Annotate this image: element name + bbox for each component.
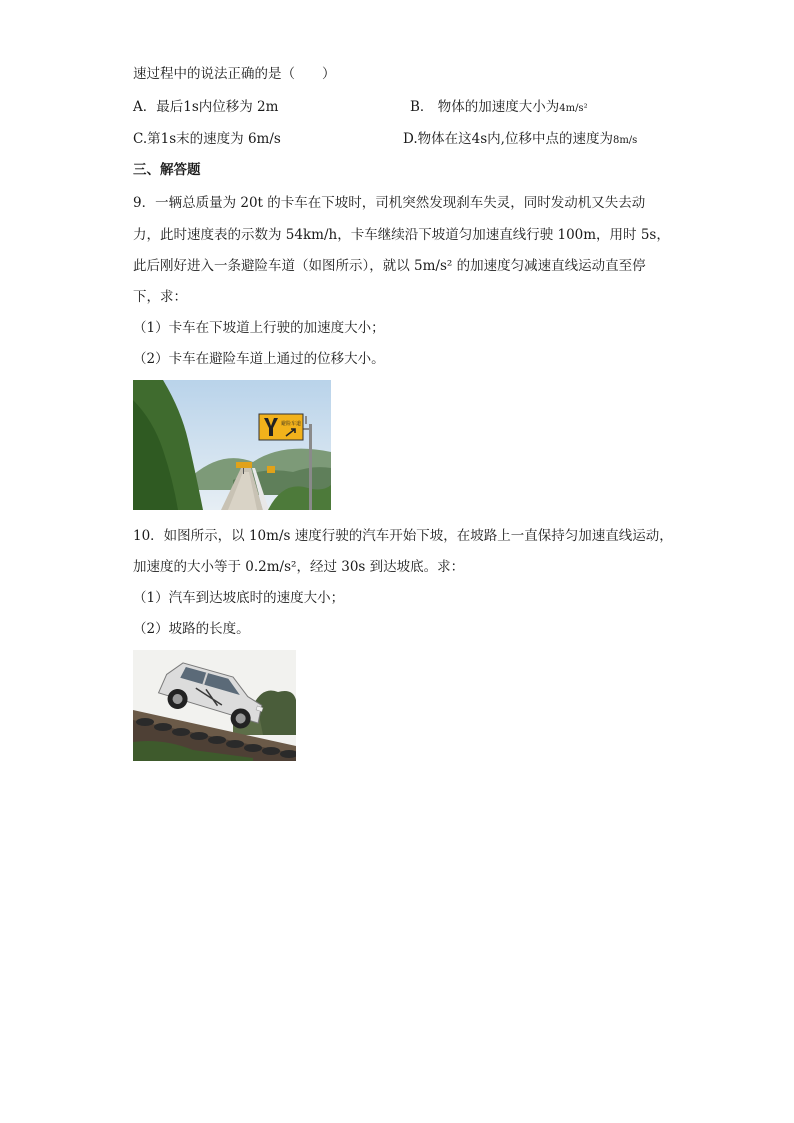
section-title: 三、解答题: [133, 162, 201, 178]
q8-option-d-value: 8m/s: [612, 135, 638, 146]
q8-option-b-text: B． 物体的加速度大小为: [410, 99, 560, 115]
suv-slope-photo: [133, 650, 296, 761]
q8-option-d: [403, 129, 637, 151]
q9-line-4: 下，求：: [133, 289, 187, 305]
q8-stem-tail: 速过程中的说法正确的是（ ）: [133, 66, 336, 82]
q8-option-c: C.第1s末的速度为 6m/s: [133, 131, 281, 147]
q9-line-3: 此后刚好进入一条避险车道（如图所示），就以 5m/s² 的加速度匀减速直线运动直至停: [133, 258, 646, 274]
q10-line-2: 加速度的大小等于 0.2m/s²，经过 30s 到达坡底。求：: [133, 559, 465, 575]
q8-option-a: A．最后1s内位移为 2m: [133, 99, 279, 115]
q8-option-d-text: D.物体在这4s内,位移中点的速度为: [403, 131, 613, 147]
q10-sub-2: （2）坡路的长度。: [133, 621, 250, 637]
q8-option-b: [410, 97, 588, 119]
q9-sub-2: （2）卡车在避险车道上通过的位移大小。: [133, 351, 385, 367]
q10-sub-1: （1）汽车到达坡底时的速度大小；: [133, 590, 345, 606]
q8-option-b-value: 4m/s²: [559, 103, 588, 114]
q9-line-1: 9．一辆总质量为 20t 的卡车在下坡时，司机突然发现刹车失灵，同时发动机又失去动: [133, 195, 646, 211]
q10-line-1: 10．如图所示，以 10m/s 速度行驶的汽车开始下坡，在坡路上一直保持匀加速直线运动，: [133, 528, 673, 544]
q9-line-2: 力，此时速度表的示数为 54km/h，卡车继续沿下坡道匀加速直线行驶 100m，用时 5s，: [133, 227, 670, 243]
ramp-sign-text: 避险车道: [281, 421, 302, 427]
q9-sub-1: （1）卡车在下坡道上行驶的加速度大小；: [133, 320, 385, 336]
runaway-ramp-photo: [133, 380, 331, 510]
